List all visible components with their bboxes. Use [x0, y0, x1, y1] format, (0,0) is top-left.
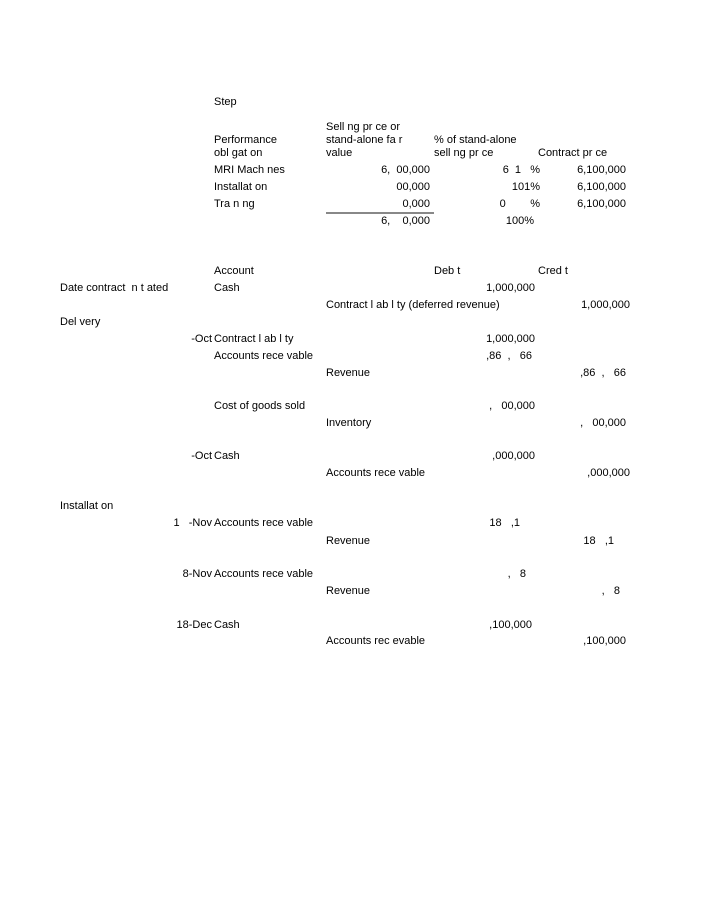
total-ssp: 6, 0,000	[381, 215, 430, 227]
obligation-name: MRI Mach nes	[214, 164, 285, 176]
journal-debit: 18 ,1	[489, 517, 520, 529]
journal-account: Cash	[214, 619, 240, 631]
obligation-ssp: 6, 00,000	[381, 164, 430, 176]
obligation-pct: 6 1 %	[502, 164, 540, 176]
journal-credit: 18 ,1	[583, 535, 614, 547]
totals-underline	[326, 212, 434, 214]
step-label: Step	[214, 96, 237, 108]
journal-credit: ,86 , 66	[580, 367, 626, 379]
header-obligation-line1: Performance	[214, 134, 277, 146]
journal-date: -Oct	[191, 333, 212, 345]
journal-account: Revenue	[326, 535, 371, 547]
journal-header-credit: Cred t	[538, 265, 568, 277]
journal-account: Accounts rece vable	[214, 568, 314, 580]
journal-header-debit: Deb t	[434, 265, 461, 277]
total-pct: 100%	[505, 215, 534, 227]
journal-account: Contract l ab l ty	[214, 333, 294, 345]
journal-debit: ,86 , 66	[486, 350, 532, 362]
journal-date: -Oct	[191, 450, 212, 462]
journal-credit: 1,000,000	[581, 299, 630, 311]
journal-debit: , 8	[507, 568, 526, 580]
journal-debit: ,000,000	[492, 450, 535, 462]
header-pct-line1: % of stand-alone	[434, 134, 517, 146]
journal-credit: ,100,000	[583, 635, 626, 647]
obligation-pct: 0 %	[499, 198, 540, 210]
journal-debit: ,100,000	[489, 619, 532, 631]
obligation-name: Installat on	[214, 181, 268, 193]
header-ssp-line3: value	[326, 147, 353, 159]
section-contract-initiated: Date contract n t ated	[60, 282, 169, 294]
header-ssp-line1: Sell ng pr ce or	[326, 121, 400, 133]
obligation-name: Tra n ng	[214, 198, 255, 210]
journal-account: Accounts rec evable	[326, 635, 426, 647]
header-contract-price: Contract pr ce	[538, 147, 608, 159]
journal-account: Revenue	[326, 367, 371, 379]
section-installation: Installat on	[60, 500, 114, 512]
section-delivery: Del very	[60, 316, 101, 328]
header-pct-line2: sell ng pr ce	[434, 147, 494, 159]
journal-date: 8-Nov	[182, 568, 212, 580]
journal-account: Inventory	[326, 417, 372, 429]
journal-account: Cash	[214, 450, 240, 462]
journal-account: Revenue	[326, 585, 371, 597]
journal-account: Cash	[214, 282, 240, 294]
obligation-contract-price: 6,100,000	[577, 198, 626, 210]
journal-account: Contract l ab l ty (deferred revenue)	[326, 299, 500, 311]
journal-credit: ,000,000	[587, 467, 630, 479]
journal-credit: , 00,000	[580, 417, 626, 429]
journal-debit: 1,000,000	[486, 282, 535, 294]
obligation-contract-price: 6,100,000	[577, 181, 626, 193]
journal-date: 18-Dec	[176, 619, 212, 631]
obligation-ssp: 00,000	[396, 181, 430, 193]
journal-account: Accounts rece vable	[326, 467, 426, 479]
journal-account: Accounts rece vable	[214, 350, 314, 362]
journal-date: 1 -Nov	[173, 517, 212, 529]
journal-account: Accounts rece vable	[214, 517, 314, 529]
journal-account: Cost of goods sold	[214, 400, 306, 412]
header-ssp-line2: stand-alone fa r	[326, 134, 403, 146]
header-obligation-line2: obl gat on	[214, 147, 263, 159]
journal-header-account: Account	[214, 265, 254, 277]
journal-debit: 1,000,000	[486, 333, 535, 345]
obligation-contract-price: 6,100,000	[577, 164, 626, 176]
journal-credit: , 8	[601, 585, 620, 597]
journal-debit: , 00,000	[489, 400, 535, 412]
obligation-pct: 101%	[511, 181, 540, 193]
obligation-ssp: 0,000	[402, 198, 430, 210]
